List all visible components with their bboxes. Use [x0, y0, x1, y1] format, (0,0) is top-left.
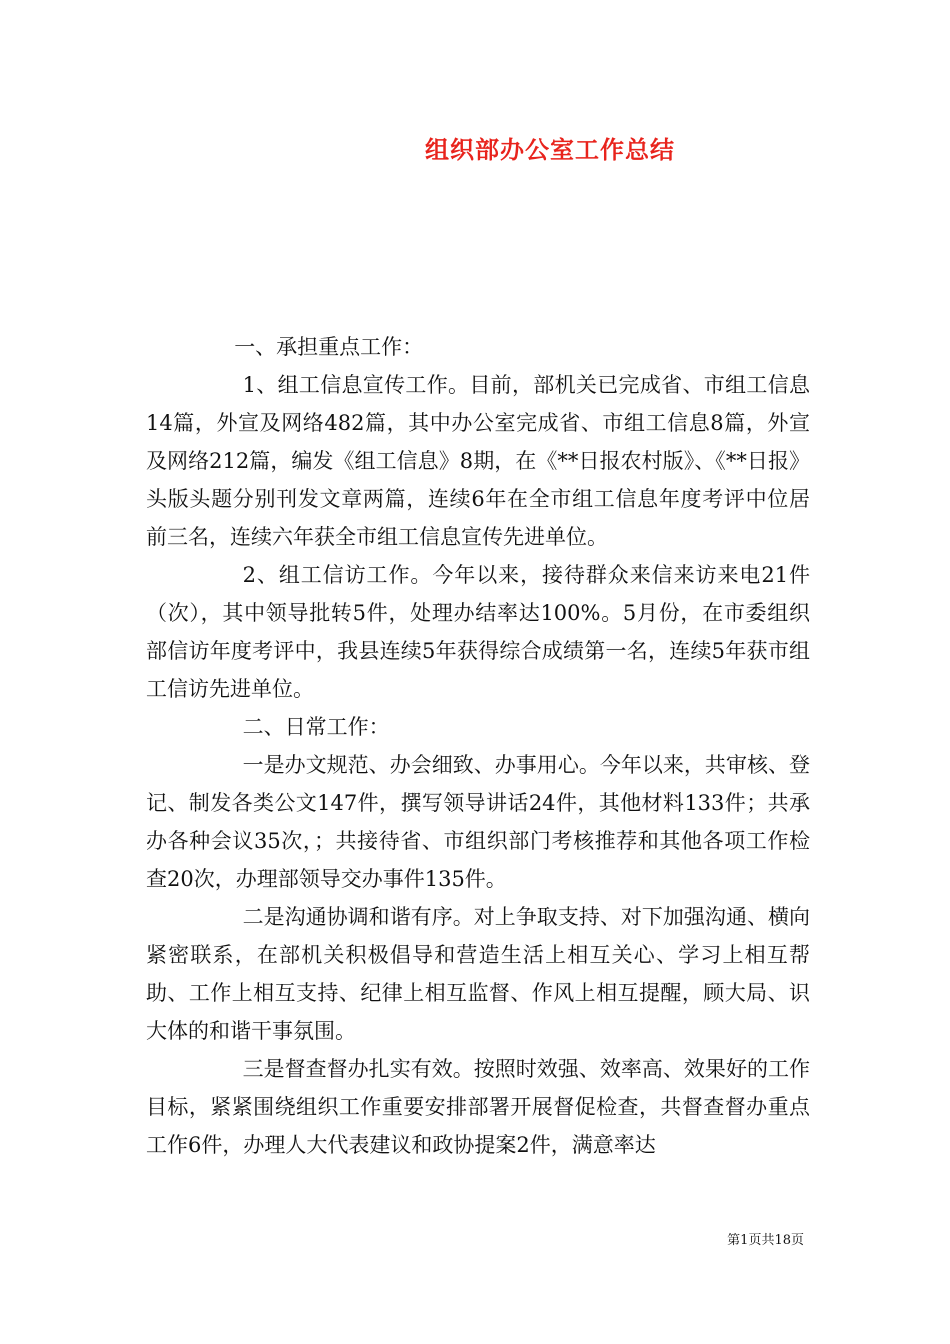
paragraph-daily-work-one: 一是办文规范、办会细致、办事用心。今年以来，共审核、登记、制发各类公文147件，撰写领导讲话24件，其他材料133件；共承办各种会议35次，；共接待省、市组织部门考核推荐和其他各项工作检查20次，办理部领导交办事件135件。 — [146, 753, 810, 891]
section-heading-daily-work: 二、日常工作： — [242, 715, 390, 739]
paragraph-petition-work: 2、组工信访工作。今年以来，接待群众来信来访来电21件（次），其中领导批转5件，处理办结率达100%。5月份，在市委组织部信访年度考评中，我县连续5年获得综合成绩第一名，连续5年获市组工信访先进单位。 — [146, 563, 810, 701]
page-title: 组织部办公室工作总结 — [425, 135, 675, 164]
paragraph-daily-work-two: 二是沟通协调和谐有序。对上争取支持、对下加强沟通、横向紧密联系，在部机关积极倡导和营造生活上相互关心、学习上相互帮助、工作上相互支持、纪律上相互监督、作风上相互提醒，顾大局、识大体的和谐干事氛围。 — [146, 905, 810, 1043]
paragraph-daily-work-three: 三是督查督办扎实有效。按照时效强、效率高、效果好的工作目标，紧紧围绕组织工作重要安排部署开展督促检查，共督查督办重点工作6件，办理人大代表建议和政协提案2件，满意率达 — [146, 1057, 810, 1157]
document-body — [146, 328, 810, 1164]
page-number: 第1页共18页 — [727, 1233, 804, 1248]
section-heading-key-work: 一、承担重点工作： — [234, 335, 424, 359]
paragraph-info-publicity: 1、组工信息宣传工作。目前，部机关已完成省、市组工信息14篇，外宣及网络482篇，其中办公室完成省、市组工信息8篇，外宣及网络212篇，编发《组工信息》8期，在《**日报农村版》、《**日报》头版头题分别刊发文章两篇，连续6年在全市组工信息年度考评中位居前三名，连续六年获全市组工信息宣传先进单位。 — [146, 373, 810, 549]
